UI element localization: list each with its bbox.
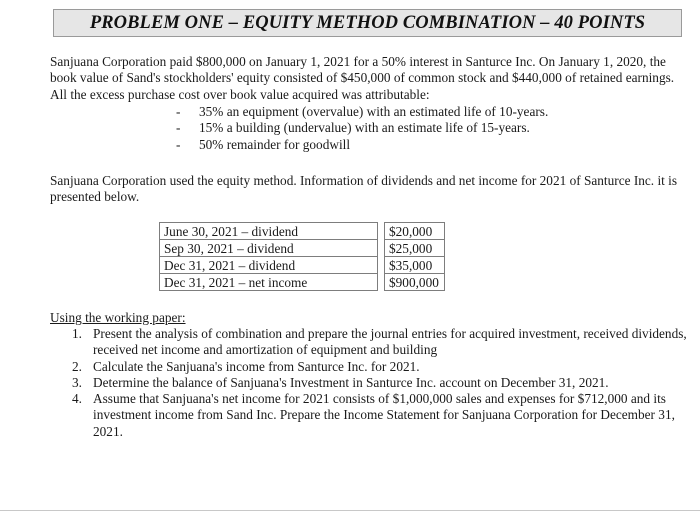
row-label: Dec 31, 2021 – net income — [160, 274, 378, 291]
problem-title: PROBLEM ONE – EQUITY METHOD COMBINATION – 40 POINTS — [89, 12, 646, 33]
row-value: $20,000 — [385, 223, 445, 240]
column-gap — [378, 223, 385, 240]
task-item — [72, 375, 694, 391]
allocation-list — [176, 104, 548, 153]
task-item — [72, 359, 694, 375]
task-text: Assume that Sanjuana's net income for 2021 consists of $1,000,000 sales and expenses for $712,000 and its investment income from Sand Inc. Prepare the Income Statement for Sanjuana Corporation for December 31, 2021. — [93, 391, 675, 439]
allocation-item — [176, 120, 548, 136]
table-row — [160, 223, 445, 240]
task-text: Present the analysis of combination and prepare the journal entries for acquired investment, received dividends, received net income and amortization of equipment and building — [93, 326, 687, 358]
bullet-dash: - — [176, 104, 181, 119]
task-list — [72, 326, 694, 440]
method-paragraph: Sanjuana Corporation used the equity method. Information of dividends and net income for 2021 of Santurce Inc. it is presented below. — [50, 173, 678, 205]
title-banner — [53, 9, 682, 37]
task-number: 4. — [72, 391, 82, 407]
intro-paragraph: Sanjuana Corporation paid $800,000 on January 1, 2021 for a 50% interest in Santurce Inc. On January 1, 2020, the book value of Sand's stockholders' equity consisted of $450,000 of common stock and $440,000 of retained earnings. All the excess purchase cost over book value acquired was attributable: — [50, 54, 675, 102]
working-paper-heading: Using the working paper: — [50, 310, 186, 325]
task-number: 1. — [72, 326, 82, 341]
table-row — [160, 240, 445, 257]
task-item — [72, 326, 694, 359]
task-text: Determine the balance of Sanjuana's Investment in Santurce Inc. account on December 31, 2021. — [93, 374, 609, 390]
bullet-dash: - — [176, 136, 181, 152]
table-row — [160, 274, 445, 291]
row-value: $900,000 — [385, 274, 445, 291]
table-row — [160, 257, 445, 274]
task-item — [72, 391, 694, 440]
row-value: $25,000 — [385, 240, 445, 257]
row-label: Sep 30, 2021 – dividend — [160, 240, 378, 257]
allocation-text: 15% a building (undervalue) with an estimate life of 15-years. — [199, 120, 530, 136]
column-gap — [378, 257, 385, 274]
task-number: 2. — [72, 358, 82, 374]
row-label: Dec 31, 2021 – dividend — [160, 257, 378, 274]
row-label: June 30, 2021 – dividend — [160, 223, 378, 240]
column-gap — [378, 240, 385, 257]
task-number: 3. — [72, 374, 82, 390]
allocation-text: 50% remainder for goodwill — [199, 136, 351, 152]
page-edge-divider — [0, 510, 700, 511]
dividends-table — [159, 222, 445, 291]
allocation-text: 35% an equipment (overvalue) with an estimated life of 10-years. — [199, 104, 549, 119]
column-gap — [378, 274, 385, 291]
allocation-item — [176, 104, 548, 120]
task-text: Calculate the Sanjuana's income from Santurce Inc. for 2021. — [93, 358, 420, 374]
row-value: $35,000 — [385, 257, 445, 274]
bullet-dash: - — [176, 120, 181, 136]
allocation-item — [176, 137, 548, 153]
